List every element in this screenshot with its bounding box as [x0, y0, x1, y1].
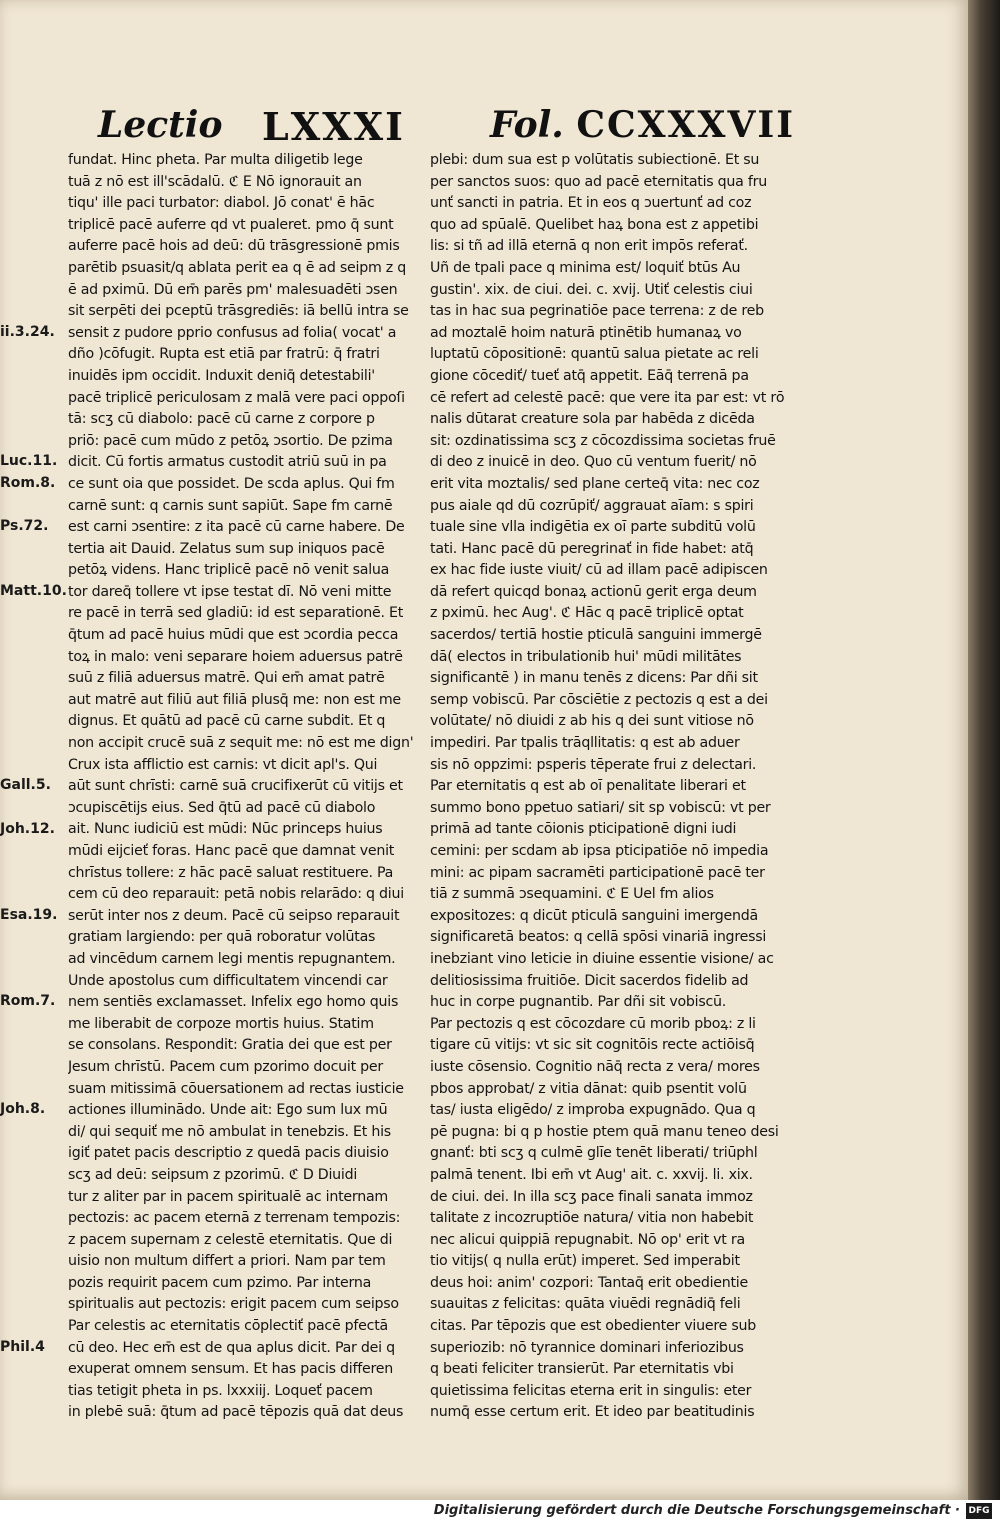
text-line: igiť patet pacis descriptio z quedā pacis diuisio [68, 1145, 389, 1162]
text-line: petōꝝ videns. Hanc triplicē pacē nō venit salua [68, 562, 390, 579]
text-line: q̄tum ad pacē huius mūdi que est ɔcordia pecca [68, 627, 399, 644]
text-line: triplicē pacē auferre qd vt pualeret. pmo q̄ sunt [68, 216, 394, 233]
text-line: tertia ait Dauid. Zelatus sum sup iniquos pacē [68, 540, 385, 557]
text-line: sis nō oppzimi: psperis tēperate frui z delectari. [430, 756, 757, 773]
text-line: delitiosissima fruitiōe. Dicit sacerdos fidelib ad [430, 972, 749, 989]
text-line: ɔcupiscētijs eius. Sed q̄tū ad pacē cū diabolo [68, 799, 376, 816]
text-line: priō: pacē cum mūdo z petōꝝ ɔsortio. De pzima [68, 432, 393, 449]
text-line: dā( electos in tribulationib hui' mūdi militātes [430, 648, 742, 665]
text-line: tuā z nō est ill'scādalū. ℭ E Nō ignorauit an [68, 173, 362, 190]
text-line: Par celestis ac eternitatis cōplectiť pacē pfectā [68, 1318, 388, 1335]
text-line: ait. Nunc iudiciū est mūdi: Nūc princeps huius [68, 821, 383, 838]
text-line: ce sunt oia que possidet. De scda aplus. Qui fm [68, 475, 395, 492]
text-line: tio vitijs( q nulla erūt) imperet. Sed imperabit [430, 1253, 740, 1270]
text-line: Crux ista afflictio est carnis: vt dicit apl's. Qui [68, 756, 378, 773]
text-line: sensit z pudore pprio confusus ad folia( vocat' a [68, 324, 397, 341]
page-header [0, 104, 968, 150]
text-line: de ciui. dei. In illa scʒ pace finali sanata immoz [430, 1188, 753, 1205]
text-line: exuperat omnem sensum. Et has pacis differen [68, 1361, 393, 1378]
text-line: pozis requirit pacem cum pzimo. Par interna [68, 1274, 372, 1291]
text-line: spiritualis aut pectozis: erigit pacem cum seipso [68, 1296, 399, 1313]
text-line: aūt sunt chrīsti: carnē suā crucifixerūt cū vitijs et [68, 778, 403, 795]
text-line: non accipit crucē suā z sequit me: nō est me dign' [68, 735, 414, 752]
dfg-logo: DFG [966, 1503, 992, 1519]
text-line: re pacē in terrā sed gladiū: id est separationē. Et [68, 605, 404, 622]
text-line: sit: ozdinatissima scʒ z cōcozdissima societas fruē [430, 432, 776, 449]
margin-reference: Luc.11. [0, 453, 58, 470]
text-line: pus aiale qd dū cozrūpiť/ aggrauat aīam: s spiri [430, 497, 754, 514]
footer-credit: Digitalisierung gefördert durch die Deutsche Forschungsgemeinschaft · [433, 1503, 960, 1518]
text-line: ad vincēdum carnem legi mentis repugnantem. [68, 950, 396, 967]
text-line: numq̄ esse certum erit. Et ideo par beatitudinis [430, 1404, 755, 1421]
text-line: dā refert quicqd bonaꝝ actionū gerit erga deum [430, 583, 757, 600]
text-line: dicit. Cū fortis armatus custodit atriū suū in pa [68, 454, 387, 471]
text-line: sit serpēti dei pceptū trāsgrediēs: iā bellū intra se [68, 303, 409, 320]
text-line: significaretā beatos: q cellā spōsi vinariā ingressi [430, 929, 767, 946]
text-line: tati. Hanc pacē dū peregrinať in fide habet: atq̄ [430, 540, 754, 557]
margin-reference: Gall.5. [0, 777, 51, 794]
text-line: volūtate/ nō diuidi z ab his q dei sunt vitiose nō [430, 713, 754, 730]
text-line: lis: si tñ ad illā eternā q non erit impōs referať. [430, 238, 748, 255]
text-line: q beati feliciter transierūt. Par eternitatis vbi [430, 1361, 734, 1378]
text-line: quo ad spūalē. Quelibet haꝝ bona est z appetibi [430, 216, 759, 233]
text-line: pacē triplicē periculosam z malā vere paci oppoſi [68, 389, 405, 406]
text-line: impediri. Par tpalis trāqllitatis: q est ab aduer [430, 735, 740, 752]
text-line: luptatū cōpositionē: quantū salua pietate ac reli [430, 346, 759, 363]
text-line: pē pugna: bi q p hostie ptem quā manu teneo desi [430, 1123, 779, 1140]
text-line: ad moztalē hoim naturā ptinētib humanaꝝ vo [430, 324, 742, 341]
text-line: pectozis: ac pacem eternā z terrenam tempozis: [68, 1210, 401, 1227]
text-line: tiā z summā ɔsequamini. ℭ E Uel fm alios [430, 886, 714, 903]
text-line: dño )cōfugit. Rupta est etiā par fratrū: q̄ fratri [68, 346, 380, 363]
text-line: Jesum chrīstū. Pacem cum pzorimo docuit per [68, 1058, 383, 1075]
text-line: semp vobiscū. Par cōsciētie z pectozis q est a dei [430, 691, 768, 708]
text-line: nec alicui quippiā repugnabit. Nō op' erit vt ra [430, 1231, 745, 1248]
text-line: carnē sunt: q carnis sunt sapiūt. Sape fm carnē [68, 497, 393, 514]
text-line: tias tetigit pheta in ps. lxxxiij. Loqueť pacem [68, 1382, 373, 1399]
text-line: tas/ iusta eligēdo/ z improba expugnādo. Qua q [430, 1102, 756, 1119]
lectio-number: LXXXI [262, 104, 405, 149]
text-line: di/ qui sequiť me nō ambulat in tenebzis. Et his [68, 1123, 391, 1140]
text-line: dignus. Et quātū ad pacē cū carne subdit. Et q [68, 713, 386, 730]
text-line: tuale sine vlla indigētia ex oī parte subditū volū [430, 519, 756, 536]
text-line: tiqu' ille paci turbator: diabol. Jō conat' ē hāc [68, 195, 375, 212]
margin-reference: Ps.72. [0, 518, 49, 535]
text-line: tigare cū vitijs: vt sic sit cognitōis recte actiōisq̄ [430, 1037, 755, 1054]
margin-reference: Joh.8. [0, 1101, 46, 1118]
text-line: fundat. Hinc pheta. Par multa diligetib lege [68, 152, 363, 168]
text-line: gnanť: bti scʒ q culmē glīe tenēt liberati/ triūphl [430, 1145, 758, 1162]
text-line: cem cū deo reparauit: petā nobis relarādo: q diui [68, 886, 404, 903]
text-line: palmā tenent. Ibi em̄ vt Aug' ait. c. xxvij. li. xix. [430, 1166, 753, 1183]
folio-header [490, 104, 795, 146]
text-line: inuidēs ipm occidit. Induxit deniq̄ detestabili' [68, 367, 375, 384]
text-line: in plebē suā: q̄tum ad pacē tēpozis quā dat deus [68, 1404, 404, 1421]
text-line: gione cōcediť/ tueť atq̄ appetit. Eāq̄ terrenā pa [430, 367, 749, 384]
text-line: Par pectozis q est cōcozdare cū morib pboꝝ: z li [430, 1015, 756, 1032]
lectio-label: Lectio [98, 104, 223, 146]
text-line: gustin'. xix. de ciui. dei. c. xvij. Utiť celestis ciui [430, 281, 753, 298]
margin-reference: Phil.4 [0, 1339, 45, 1355]
margin-reference: Matt.10. [0, 583, 67, 599]
text-line: primā ad tante cōionis pticipationē digni iudi [430, 821, 737, 838]
text-line: tur z aliter par in pacem spiritualē ac internam [68, 1188, 388, 1205]
text-line: nalis dūtarat creature sola par habēda z dicēda [430, 411, 755, 428]
text-line: Par eternitatis q est ab oī penalitate liberari et [430, 778, 746, 795]
text-line: uisio non multum differt a priori. Nam par tem [68, 1253, 386, 1270]
text-line: suam mitissimā cōuersationem ad rectas iusticie [68, 1080, 404, 1097]
text-line: citas. Par tēpozis que est obedienter viuere sub [430, 1318, 756, 1335]
margin-notes [0, 0, 68, 1500]
text-line: deus hoi: anim' cozpori: Tantaq̄ erit obedientie [430, 1274, 748, 1291]
text-line: ē ad pximū. Dū em̄ parēs pm' malesuadēti ɔsen [68, 281, 398, 298]
margin-reference: Joh.12. [0, 820, 55, 837]
margin-reference: Esa.19. [0, 907, 58, 923]
text-line: suauitas z felicitas: quāta viuēdi regnādiq̄ feli [430, 1296, 741, 1313]
right-text-column [430, 150, 786, 1424]
text-line: gratiam largiendo: per quā roboratur volūtas [68, 929, 376, 946]
text-line: actiones illuminādo. Unde ait: Ego sum lux mū [68, 1102, 388, 1119]
text-line: superiozib: nō tyrannice dominari inferiozibus [430, 1339, 744, 1356]
text-line: cē refert ad celestē pacē: que vere ita par est: vt rō [430, 389, 785, 406]
text-line: nem sentiēs exclamasset. Infelix ego homo quis [68, 994, 399, 1011]
text-line: parētib psuasit/q ablata perit ea q ē ad seipm z q [68, 259, 406, 276]
text-line: mūdi eijcieť foras. Hanc pacē que damnat venit [68, 843, 395, 859]
left-text-column [68, 150, 422, 1424]
text-line: z pximū. hec Aug'. ℭ Hāc q pacē triplicē optat [430, 605, 744, 622]
text-line: me liberabit de corpoze mortis huius. Statim [68, 1015, 374, 1032]
text-line: sacerdos/ tertiā hostie pticulā sanguini immergē [430, 627, 762, 644]
text-line: tā: scʒ cū diabolo: pacē cū carne z corpore p [68, 411, 375, 428]
text-line: scʒ ad deū: seipsum z pzorimū. ℭ D Diuidi [68, 1166, 358, 1183]
text-line: est carni ɔsentire: z ita pacē cū carne habere. De [68, 519, 405, 536]
text-line: quietissima felicitas eterna erit in singulis: eter [430, 1382, 752, 1399]
footer-strip [0, 1500, 1000, 1524]
margin-reference: ii.3.24. [0, 323, 55, 340]
text-line: tas in hac sua pegrinatiōe pace terrena: z de reb [430, 303, 764, 320]
text-line: per sanctos suos: quo ad pacē eternitatis qua fru [430, 173, 767, 190]
text-line: auferre pacē hois ad deū: dū trāsgressionē pmis [68, 238, 400, 255]
text-line: inebziant vino leticie in diuine essentie visione/ ac [430, 950, 774, 967]
text-line: mini: ac pipam sacramēti participationē pacē ter [430, 864, 765, 881]
text-line: tor dareq̄ tollere vt ipse testat dī. Nō veni mitte [68, 583, 392, 600]
book-edge [968, 0, 1000, 1500]
text-line: erit vita moztalis/ sed plane certeq̄ vita: nec coz [430, 475, 760, 492]
text-line: cemini: per scdam ab ipsa pticipatiōe nō impedia [430, 843, 769, 859]
text-line: iuste cōsensio. Cognitio nāq̄ recta z vera/ mores [430, 1058, 760, 1075]
text-line: Unde apostolus cum difficultatem vincendi car [68, 972, 388, 989]
text-line: unť sancti in patria. Et in eos q ɔuertunť ad coz [430, 195, 752, 212]
text-line: ex hac fide iuste viuit/ cū ad illam pacē adipiscen [430, 562, 768, 579]
text-line: plebi: dum sua est p volūtatis subiectionē. Et su [430, 152, 760, 168]
text-line: Uñ de tpali pace q minima est/ loquiť btūs Au [430, 259, 741, 276]
text-line: aut matrē aut filiū aut filiā plusq̄ me: non est me [68, 691, 401, 708]
text-line: suū z filiā aduersus matrē. Qui em̄ amat patrē [68, 670, 385, 687]
text-line: toꝝ in malo: veni separare hoiem aduersus patrē [68, 648, 403, 665]
text-line: expositozes: q dicūt pticulā sanguini imergendā [430, 907, 758, 924]
margin-reference: Rom.8. [0, 475, 56, 491]
text-line: significantē ) in manu tenēs z dicens: Par dñi sit [430, 670, 758, 687]
text-line: pbos approbat/ z vitia dānat: quib psentit volū [430, 1080, 747, 1097]
text-line: chrīstus tollere: z hāc pacē saluat restituere. Pa [68, 864, 394, 881]
text-line: cū deo. Hec em̄ est de qua aplus dicit. Par dei q [68, 1339, 395, 1356]
text-line: serūt inter nos z deum. Pacē cū seipso reparauit [68, 907, 400, 924]
text-line: se consolans. Respondit: Gratia dei que est per [68, 1037, 392, 1054]
text-line: di deo z inuicē in deo. Quo cū ventum fuerit/ nō [430, 454, 757, 471]
text-line: z pacem supernam z celestē eternitatis. Que di [68, 1231, 393, 1248]
text-line: summo bono ppetuo satiari/ sit sp vobiscū: vt per [430, 799, 771, 816]
margin-reference: Rom.7. [0, 993, 56, 1010]
folio-label: Fol. [490, 104, 564, 146]
text-line: huc in corpe pugnantib. Par dñi sit vobiscū. [430, 994, 727, 1011]
folio-number: CCXXXVII [576, 104, 796, 146]
text-line: talitate z incozruptiōe natura/ vitia non habebit [430, 1210, 754, 1227]
